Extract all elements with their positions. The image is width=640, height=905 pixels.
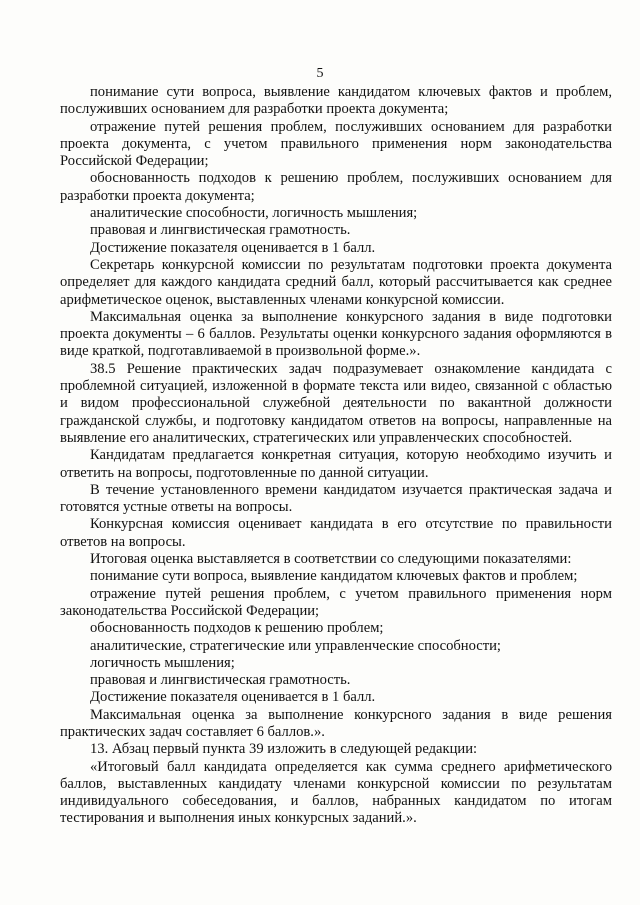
paragraph: аналитические способности, логичность мышления; [90,205,418,222]
paragraph: понимание сути вопроса, выявление кандидатом ключевых фактов и проблем; [90,568,578,585]
paragraph: правовая и лингвистическая грамотность. [90,672,351,689]
paragraph: 13. Абзац первый пункта 39 изложить в следующей редакции: [90,741,478,758]
paragraph: Кандидатам предлагается конкретная ситуация, которую необходимо изучить и ответить на вопросы, подготовленные по данной ситуации. [60,447,612,481]
document-body [60,84,612,828]
paragraph: Максимальная оценка за выполнение конкурсного задания в виде решения практических задач составляет 6 баллов.». [60,706,612,740]
paragraph: Достижение показателя оценивается в 1 балл. [90,239,376,256]
paragraph: Максимальная оценка за выполнение конкурсного задания в виде подготовки проекта документы – 6 баллов. Результаты оценки конкурсного задания оформляются в виде краткой, подготавливаемой в произвольной форме.». [60,308,612,360]
paragraph: Достижение показателя оценивается в 1 балл. [90,689,376,706]
paragraph: логичность мышления; [90,654,235,671]
paragraph: В течение установленного времени кандидатом изучается практическая задача и готовятся устные ответы на вопросы. [60,481,612,516]
paragraph: 38.5 Решение практических задач подразумевает ознакомление кандидата с проблемной ситуацией, изложенной в формате текста или видео, связанной с областью и видом профессиональной служебной деятельности по вакантной должности гражданской службы, и подготовку кандидатом ответов на вопросы, направленные на выявление его аналитических, стратегических или управленческих способностей. [60,360,612,446]
paragraph: Секретарь конкурсной комиссии по результатам подготовки проекта документа определяет для каждого кандидата средний балл, который рассчитывается как среднее арифметическое оценок, выставленных членами конкурсной комиссии. [60,256,612,308]
paragraph: правовая и лингвистическая грамотность. [90,222,351,239]
paragraph: аналитические, стратегические или управленческие способности; [90,637,501,654]
paragraph: Итоговая оценка выставляется в соответствии со следующими показателями: [90,551,572,568]
paragraph: обоснованность подходов к решению проблем; [90,620,384,637]
paragraph: обоснованность подходов к решению проблем, послуживших основанием для разработки проекта документа; [60,170,612,204]
page-number: 5 [316,66,324,81]
paragraph: отражение путей решения проблем, с учетом правильного применения норм законодательства Российской Федерации; [60,585,612,619]
paragraph: отражение путей решения проблем, послуживших основанием для разработки проекта документа, с учетом правильного применения норм законодательства Российской Федерации; [60,118,612,170]
paragraph: «Итоговый балл кандидата определяется как сумма среднего арифметического баллов, выставленных кандидату членами конкурсной комиссии по результатам индивидуального собеседования, и баллов, набранных кандидатом по итогам тестирования и выполнения иных конкурсных заданий.». [60,758,612,827]
paragraph: понимание сути вопроса, выявление кандидатом ключевых фактов и проблем, послуживших основанием для разработки проекта документа; [60,84,612,118]
paragraph: Конкурсная комиссия оценивает кандидата в его отсутствие по правильности ответов на вопросы. [60,516,612,550]
